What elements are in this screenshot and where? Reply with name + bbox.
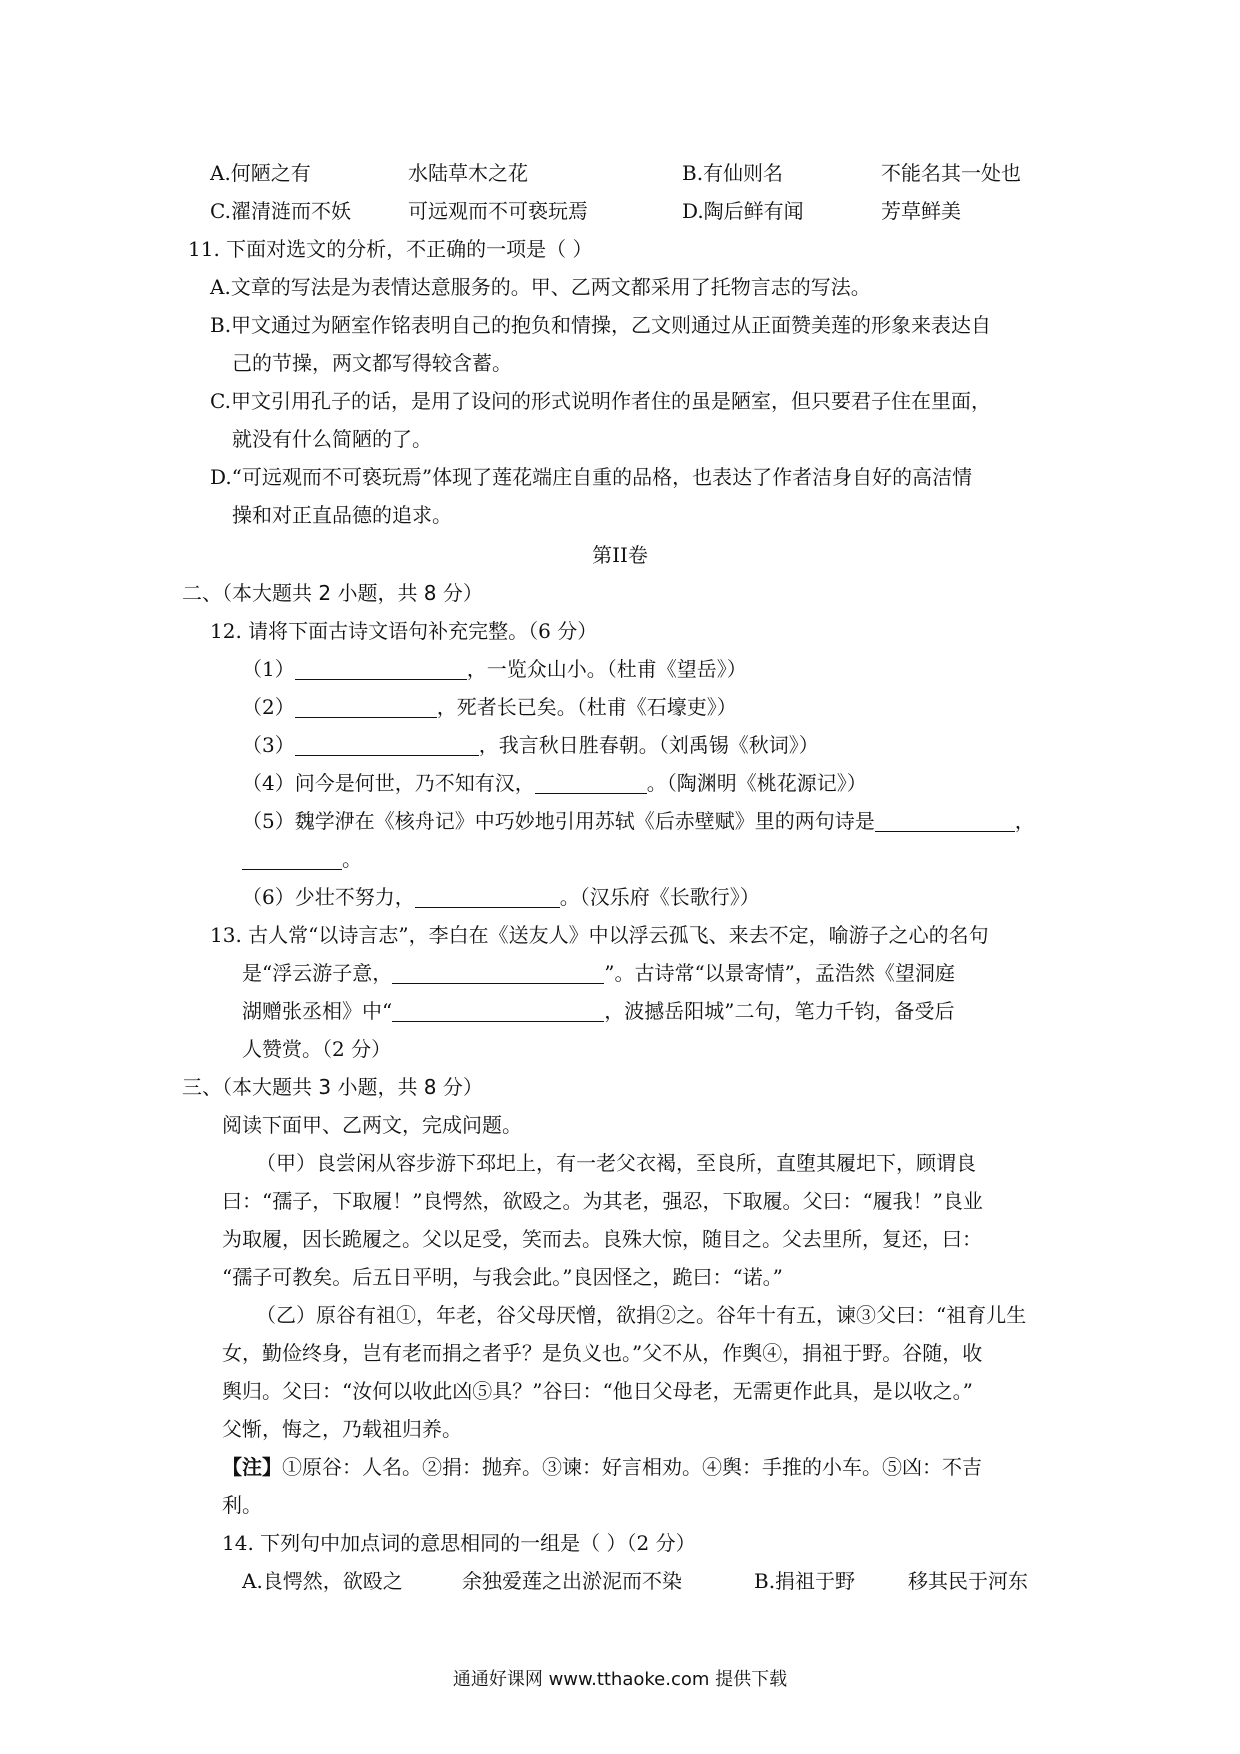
q12-item-3-blank[interactable] (295, 733, 479, 756)
q12-item-6-text-before: （6）少壮不努力， (242, 885, 415, 909)
passage-yi-line2: 女，勤俭终身，岂有老而捐之者乎？是负义也。”父不从，作舆④，捐祖于野。谷随，收 (222, 1341, 983, 1365)
passage-jia-line4: “孺子可教矣。后五日平明，与我会此。”良因怪之，跪曰：“诺。” (222, 1265, 783, 1289)
q12-item-3-num: （3） (242, 733, 295, 757)
q11-option-c-line2: 就没有什么简陋的了。 (232, 427, 432, 451)
q12-item-5-comma: ， (1014, 809, 1035, 833)
q12-stem: 12. 请将下面古诗文语句补充完整。（6 分） (210, 619, 598, 643)
q12-item-5-blank-1[interactable] (875, 809, 1015, 832)
q12-item-1 (242, 654, 747, 684)
passage-jia-line3: 为取履，因长跪履之。父以足受，笑而去。良殊大惊，随目之。父去里所，复还，曰： (222, 1227, 982, 1251)
reading-intro: 阅读下面甲、乙两文，完成问题。 (222, 1113, 522, 1137)
q14-option-b: B.捐祖于野 (754, 1569, 856, 1593)
q10-option-a-pair: 水陆草木之花 (408, 161, 528, 185)
q12-item-5-text-before: （5）魏学洢在《核舟记》中巧妙地引用苏轼《后赤壁赋》里的两句诗是 (242, 809, 875, 833)
q13-line2-text-after: ”。古诗常“以景寄情”，孟浩然《望洞庭 (604, 961, 955, 985)
q13-blank-2[interactable] (392, 999, 604, 1022)
q13-line3-text-after: ，波撼岳阳城”二句，笔力千钧，备受后 (604, 999, 955, 1023)
notes-tag: 【注】 (222, 1455, 282, 1479)
q12-item-6-blank[interactable] (415, 885, 560, 908)
q14-option-a: A.良愕然，欲殴之 (242, 1569, 403, 1593)
q13-blank-1[interactable] (392, 961, 604, 984)
q12-item-2-blank[interactable] (295, 695, 437, 718)
section-2-header: 二、（本大题共 2 小题，共 8 分） (182, 581, 483, 605)
q12-item-2-text: ，死者长已矣。（杜甫《石壕吏》） (436, 695, 737, 719)
q11-stem: 11. 下面对选文的分析，不正确的一项是（ ） (188, 237, 593, 261)
q12-item-1-num: （1） (242, 657, 295, 681)
passage-jia-line1: （甲）良尝闲从容步游下邳圯上，有一老父衣褐，至良所，直堕其履圯下，顾谓良 (256, 1151, 976, 1175)
notes-line2: 利。 (222, 1493, 262, 1517)
q10-option-a: A.何陋之有 (210, 161, 311, 185)
passage-jia-line2: 曰：“孺子，下取履！”良愕然，欲殴之。为其老，强忍，下取履。父曰：“履我！”良业 (222, 1189, 983, 1213)
q13-line3-text-before: 湖赠张丞相》中“ (242, 999, 393, 1023)
q10-option-c-pair: 可远观而不可亵玩焉 (408, 199, 588, 223)
q10-option-c: C.濯清涟而不妖 (210, 199, 351, 223)
q12-item-5-cont (242, 844, 362, 874)
q14-option-b-pair: 移其民于河东 (908, 1569, 1028, 1593)
q11-option-d-line2: 操和对正直品德的追求。 (232, 503, 452, 527)
q13-line2-text-before: 是“浮云游子意， (242, 961, 393, 985)
q12-item-1-text: ，一览众山小。（杜甫《望岳》） (466, 657, 747, 681)
q11-option-b-line1: B.甲文通过为陋室作铭表明自己的抱负和情操，乙文则通过从正面赞美莲的形象来表达自 (210, 313, 992, 337)
q11-option-b-line2: 己的节操，两文都写得较含蓄。 (232, 351, 512, 375)
q11-option-c-line1: C.甲文引用孔子的话，是用了设问的形式说明作者住的虽是陋室，但只要君子住在里面， (210, 389, 991, 413)
q12-item-5 (242, 806, 1035, 836)
q12-item-5-blank-2[interactable] (242, 847, 342, 870)
q12-item-3-text: ，我言秋日胜春朝。（刘禹锡《秋词》） (478, 733, 819, 757)
notes-line1 (222, 1452, 982, 1482)
q10-option-b: B.有仙则名 (682, 161, 784, 185)
q14-stem: 14. 下列句中加点词的意思相同的一组是（ ）（2 分） (222, 1531, 696, 1555)
q12-item-4-text-after: 。（陶渊明《桃花源记》） (646, 771, 867, 795)
q13-line3 (242, 996, 954, 1026)
q12-item-2-num: （2） (242, 695, 295, 719)
passage-yi-line4: 父惭，悔之，乃载祖归养。 (222, 1417, 462, 1441)
q12-item-3 (242, 730, 819, 760)
q10-option-b-pair: 不能名其一处也 (881, 161, 1021, 185)
q13-line4: 人赞赏。（2 分） (242, 1037, 392, 1061)
section-3-header: 三、（本大题共 3 小题，共 8 分） (182, 1075, 483, 1099)
q11-option-a: A.文章的写法是为表情达意服务的。甲、乙两文都采用了托物言志的写法。 (210, 275, 871, 299)
q12-item-2 (242, 692, 737, 722)
q13-line1: 13. 古人常“以诗言志”，李白在《送友人》中以浮云孤飞、来去不定，喻游子之心的名句 (210, 923, 989, 947)
q14-option-a-pair: 余独爱莲之出淤泥而不染 (462, 1569, 682, 1593)
notes-text: ①原谷：人名。②捐：抛弃。③谏：好言相劝。④舆：手推的小车。⑤凶：不吉 (282, 1455, 982, 1479)
q12-item-5-end: 。 (342, 847, 362, 871)
q12-item-6 (242, 882, 760, 912)
q12-item-6-text-after: 。（汉乐府《长歌行》） (559, 885, 760, 909)
q12-item-4-blank[interactable] (535, 771, 647, 794)
footer-source: 通通好课网 www.tthaoke.com 提供下载 (452, 1669, 788, 1690)
passage-yi-line3: 舆归。父曰：“汝何以收此凶⑤具？”谷曰：“他日父母老，无需更作此具，是以收之。” (222, 1379, 973, 1403)
passage-yi-line1: （乙）原谷有祖①，年老，谷父母厌憎，欲捐②之。谷年十有五，谏③父曰：“祖育儿生 (256, 1303, 1027, 1327)
q12-item-4 (242, 768, 867, 798)
q12-item-1-blank[interactable] (295, 657, 467, 680)
q13-line2 (242, 958, 955, 988)
q11-option-d-line1: D.“可远观而不可亵玩焉”体现了莲花端庄自重的品格，也表达了作者洁身自好的高洁情 (210, 465, 973, 489)
q10-option-d: D.陶后鲜有闻 (682, 199, 804, 223)
volume-title: 第II卷 (592, 543, 648, 567)
q10-option-d-pair: 芳草鲜美 (881, 199, 961, 223)
q12-item-4-text-before: （4）问今是何世，乃不知有汉， (242, 771, 535, 795)
